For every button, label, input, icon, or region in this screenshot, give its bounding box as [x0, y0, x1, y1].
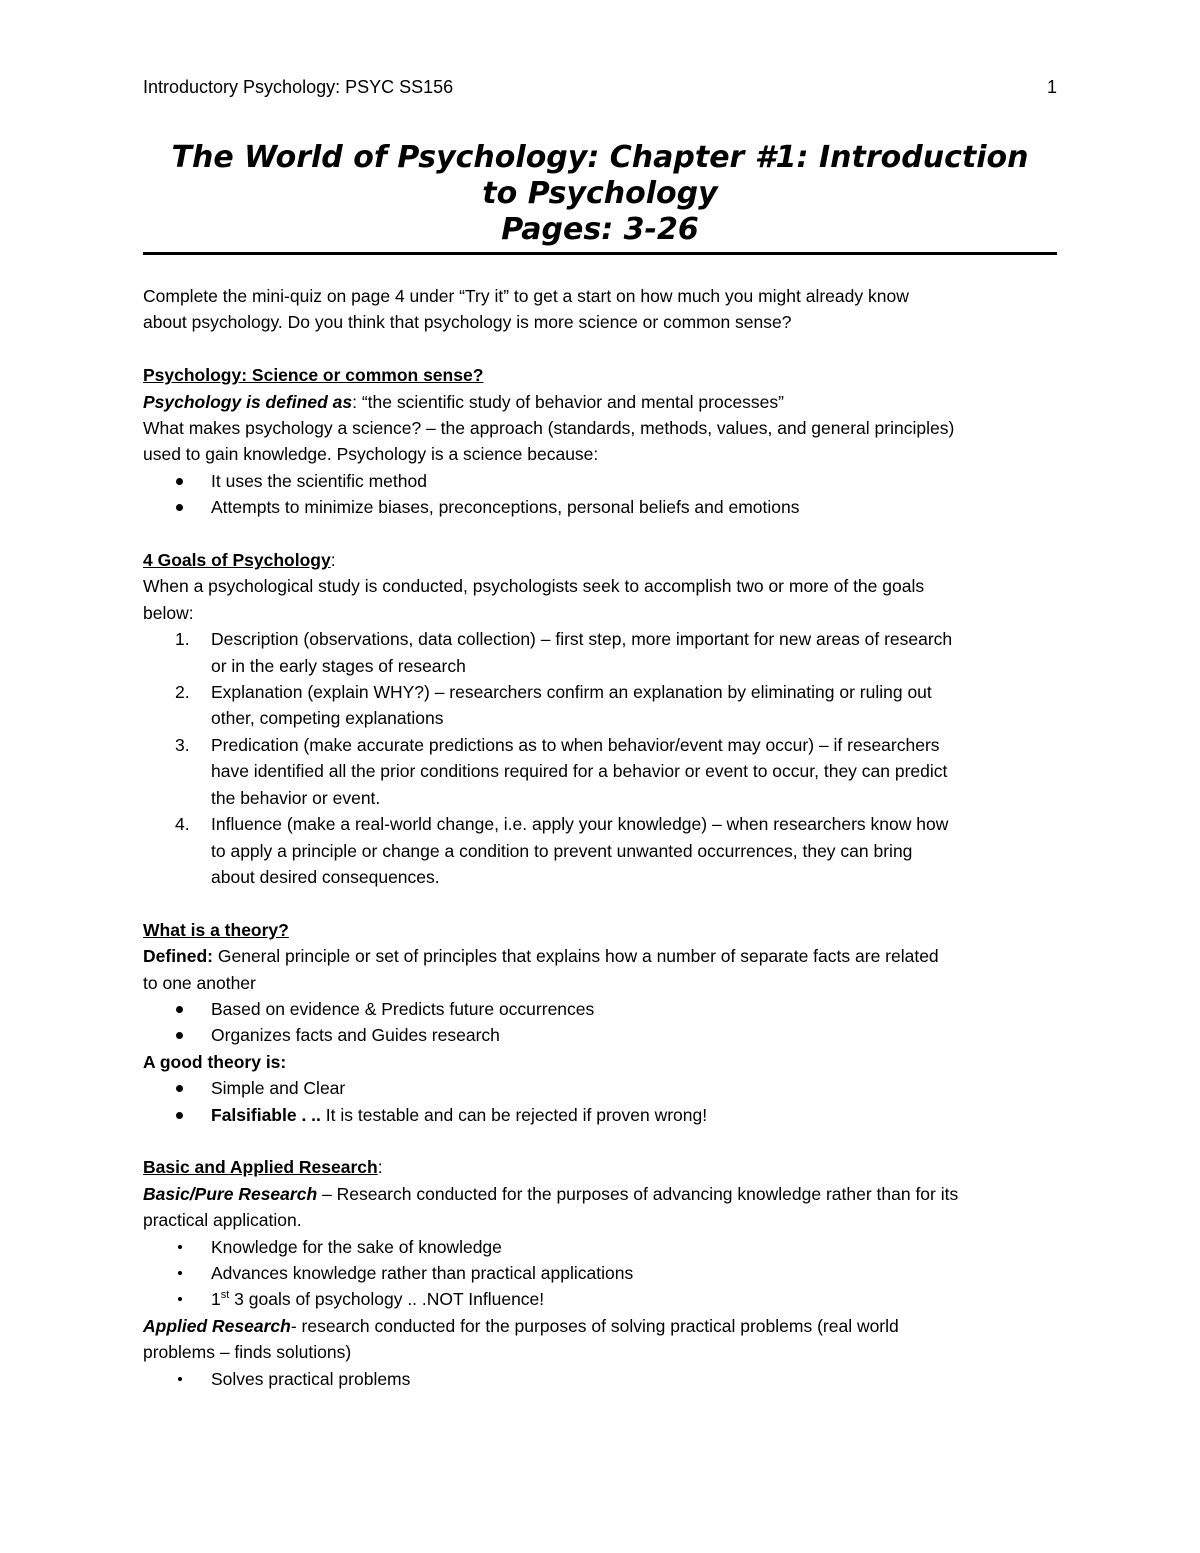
intro-line-1: Complete the mini-quiz on page 4 under “Try it” to get a start on how much you might already know [143, 286, 909, 306]
title-underline-rule [143, 252, 1057, 255]
research-heading: Basic and Applied Research [143, 1157, 378, 1178]
science-definition-text: : “the scientific study of behavior and mental processes” [352, 391, 784, 412]
list-item: Simple and Clear [143, 1075, 1057, 1101]
science-definition [143, 389, 1057, 415]
applied-research-bullet-list [143, 1366, 1057, 1392]
theory-definition-line-1: Defined: General principle or set of principles that explains how a number of separate facts are related [143, 946, 939, 967]
applied-research-line-2: problems – finds solutions) [143, 1342, 352, 1363]
bullet-icon [176, 1112, 183, 1119]
document-body [143, 283, 1057, 1392]
bullet-icon [178, 1377, 182, 1381]
title-line-3: Pages: 3-26 [501, 212, 699, 247]
bullet-icon [178, 1297, 182, 1301]
basic-research-label: Basic/Pure Research [143, 1183, 318, 1204]
bullet-icon [176, 504, 183, 511]
bullet-icon [178, 1271, 182, 1275]
document-title [143, 140, 1057, 248]
header-page-number: 1 [1046, 77, 1057, 97]
theory-bullet-list [143, 996, 1057, 1049]
good-theory-label: A good theory is: [143, 1051, 287, 1072]
list-item: Attempts to minimize biases, preconceptions, personal beliefs and emotions [143, 494, 1057, 520]
applied-research-label: Applied Research [143, 1315, 291, 1336]
spacer [143, 890, 1057, 916]
spacer [143, 1128, 1057, 1154]
title-line-2: to Psychology [482, 176, 718, 211]
basic-research-line-2: practical application. [143, 1210, 302, 1231]
science-bullet-list [143, 468, 1057, 521]
theory-definition-label: Defined: [143, 946, 213, 967]
bullet-icon [178, 1245, 182, 1249]
goals-intro-line-2: below: [143, 602, 194, 623]
basic-research-bullet-list [143, 1234, 1057, 1313]
list-item: 1st 3 goals of psychology .. .NOT Influence! [143, 1286, 1057, 1312]
bullet-icon [176, 1085, 183, 1092]
bullet-icon [176, 478, 183, 485]
goals-heading: 4 Goals of Psychology [143, 550, 331, 571]
header-course-title: Introductory Psychology: PSYC SS156 [143, 77, 454, 97]
list-item: Organizes facts and Guides research [143, 1022, 1057, 1048]
spacer [143, 336, 1057, 362]
list-item: It uses the scientific method [143, 468, 1057, 494]
list-item: Knowledge for the sake of knowledge [143, 1234, 1057, 1260]
goals-numbered-list [143, 626, 1057, 890]
goal-item-prediction: 3. Predication (make accurate predictions as to when behavior/event may occur) – if researchers have identified all the prior conditions required for a behavior or event to occur, they can predict the behavior or event. [175, 734, 948, 808]
title-line-1: The World of Psychology: Chapter #1: Introduction [171, 140, 1029, 175]
list-item: Based on evidence & Predicts future occurrences [143, 996, 1057, 1022]
goal-item-explanation: 2. Explanation (explain WHY?) – researchers confirm an explanation by eliminating or ruling out other, competing explanations [175, 682, 932, 729]
theory-definition-line-2: to one another [143, 972, 256, 993]
science-para-line-2: used to gain knowledge. Psychology is a science because: [143, 444, 599, 465]
goal-item-description: 1. Description (observations, data collection) – first step, more important for new areas of research or in the early stages of research [175, 629, 953, 676]
spacer [143, 521, 1057, 547]
science-para-line-1: What makes psychology a science? – the approach (standards, methods, values, and general principles) [143, 418, 955, 439]
bullet-icon [176, 1006, 183, 1013]
science-definition-label: Psychology is defined as [143, 391, 353, 412]
intro-line-2: about psychology. Do you think that psychology is more science or common sense? [143, 312, 792, 333]
research-heading-line: Basic and Applied Research: [143, 1157, 383, 1178]
list-item: Solves practical problems [143, 1366, 1057, 1392]
list-item: Advances knowledge rather than practical applications [143, 1260, 1057, 1286]
list-item: Falsifiable . .. It is testable and can be rejected if proven wrong! [143, 1102, 1057, 1128]
good-theory-bullet-list [143, 1075, 1057, 1128]
goal-item-influence: 4. Influence (make a real-world change, i.e. apply your knowledge) – when researchers know how to apply a principle or change a condition to prevent unwanted occurrences, they can bring about desired consequences. [175, 814, 949, 887]
goals-heading-line: 4 Goals of Psychology: [143, 550, 336, 571]
goals-intro-line-1: When a psychological study is conducted, psychologists seek to accomplish two or more of the goals [143, 576, 925, 597]
page-header [143, 74, 1057, 100]
theory-heading: What is a theory? [143, 919, 289, 940]
bullet-icon [176, 1032, 183, 1039]
applied-research-line-1: Applied Research- research conducted for the purposes of solving practical problems (real world [143, 1315, 899, 1336]
basic-research-line-1: Basic/Pure Research – Research conducted for the purposes of advancing knowledge rather than for its [143, 1183, 959, 1204]
science-heading: Psychology: Science or common sense? [143, 365, 484, 386]
